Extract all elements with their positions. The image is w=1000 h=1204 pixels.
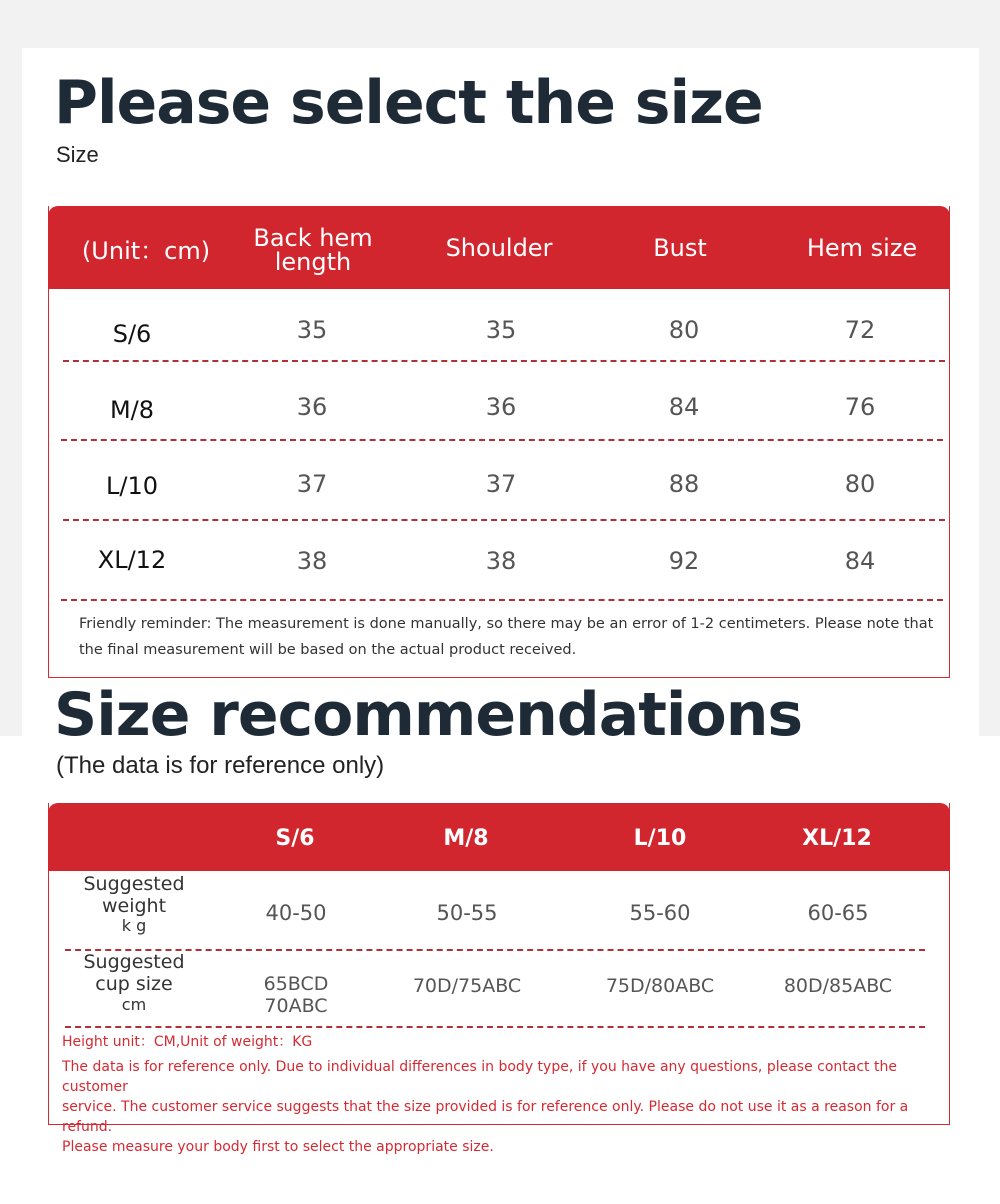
row-divider: [61, 439, 943, 441]
recommend-subtitle: (The data is for reference only): [56, 752, 385, 779]
cell-line: 70ABC: [264, 995, 328, 1017]
reminder-line2: the final measurement will be based on the actual product received.: [79, 642, 577, 658]
table-cell: 84: [668, 393, 700, 421]
size-label-l10: L/10: [106, 472, 158, 500]
size-label-s6: S/6: [112, 320, 152, 348]
header-s6: S/6: [275, 826, 315, 851]
table-cell: 50-55: [436, 901, 498, 925]
table-cell: 36: [485, 393, 517, 421]
table-cell: 35: [296, 316, 328, 344]
table-cell: 80: [668, 316, 700, 344]
cell-line: 65BCD: [263, 973, 329, 995]
row-divider: [63, 360, 945, 362]
table-cell: 60-65: [807, 901, 869, 925]
disclaimer-line: The data is for reference only. Due to individual differences in body type, if you have any questions, please contact the customer: [62, 1059, 897, 1095]
table-cell: 84: [844, 547, 876, 575]
header-back-hem-line1: Back hem: [253, 224, 373, 252]
table-cell: 75D/80ABC: [605, 975, 715, 997]
table-cell: 37: [296, 470, 328, 498]
header-l10: L/10: [633, 826, 687, 851]
reminder-line1: Friendly reminder: The measurement is done manually, so there may be an error of 1-2 centimeters. Please note that: [79, 616, 934, 632]
row-divider: [61, 599, 943, 601]
unit-note: Height unit：CM,Unit of weight：KG: [62, 1034, 313, 1050]
table-cell: 88: [668, 470, 700, 498]
label-unit: cm: [121, 995, 147, 1014]
recommend-title: Size recommendations: [54, 680, 803, 750]
size-subtitle: Size: [56, 142, 99, 167]
table-cell: 76: [844, 393, 876, 421]
header-m8: M/8: [443, 826, 489, 851]
size-table-header: [48, 206, 950, 289]
header-hem-size: Hem size: [806, 234, 918, 262]
row-label-cup: [83, 951, 184, 1015]
table-cell: 55-60: [629, 901, 691, 925]
label-line: Suggested: [83, 873, 185, 895]
recommend-table-header: [48, 803, 950, 871]
header-shoulder: Shoulder: [445, 234, 553, 262]
disclaimer-line: Please measure your body first to select the appropriate size.: [62, 1139, 494, 1155]
size-label-m8: M/8: [109, 396, 155, 424]
table-cell: 37: [485, 470, 517, 498]
table-cell: 35: [485, 316, 517, 344]
header-back-hem-length: [253, 226, 372, 274]
disclaimer-line: service. The customer service suggests that the size provided is for reference only. Please do not use it as a reason for a refund.: [62, 1099, 909, 1135]
header-xl12: XL/12: [802, 826, 872, 851]
label-line: weight: [101, 895, 167, 917]
size-title: Please select the size: [54, 68, 763, 138]
table-cell: 38: [296, 547, 328, 575]
table-cell: 80: [844, 470, 876, 498]
label-line: Suggested: [83, 951, 185, 973]
table-cell: 92: [668, 547, 700, 575]
label-line: cup size: [95, 973, 173, 995]
row-divider: [65, 1026, 925, 1028]
header-back-hem-line2: length: [274, 248, 352, 276]
table-cell: [264, 973, 329, 1017]
table-cell: 72: [844, 316, 876, 344]
row-divider: [63, 519, 945, 521]
size-label-xl12: XL/12: [97, 546, 167, 574]
row-divider: [65, 949, 925, 951]
header-unit: (Unit：cm): [81, 237, 211, 265]
recommend-table: [48, 803, 950, 1155]
table-cell: 80D/85ABC: [783, 975, 893, 997]
friendly-reminder: [79, 611, 939, 663]
table-cell: 70D/75ABC: [412, 975, 522, 997]
disclaimer: [62, 1057, 942, 1157]
row-label-weight: [83, 873, 184, 934]
table-cell: 40-50: [265, 901, 327, 925]
size-table: [48, 206, 950, 678]
table-cell: 36: [296, 393, 328, 421]
table-cell: 38: [485, 547, 517, 575]
header-bust: Bust: [653, 234, 707, 262]
label-unit: k g: [121, 916, 147, 935]
